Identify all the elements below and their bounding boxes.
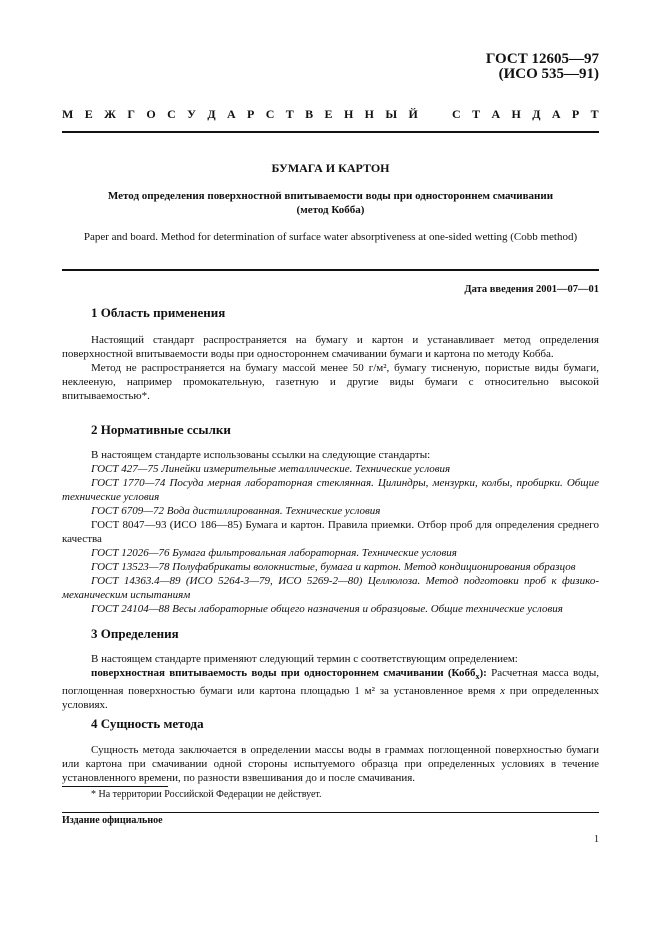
banner-letter: А xyxy=(551,107,561,121)
banner-letter: Т xyxy=(590,107,599,121)
footnote: * На территории Российской Федерации не действует. xyxy=(91,789,322,800)
introduction-date: Дата введения 2001—07—01 xyxy=(464,284,599,295)
section-4-heading: 4 Сущность метода xyxy=(91,716,204,731)
english-title: Paper and board. Method for determination of surface water absorptiveness at one-sided wetting (Cobb method) xyxy=(83,231,578,243)
banner-letter: Р xyxy=(571,107,580,121)
definition-text-1: Расчетная масса воды, поглощенная поверхностью бумаги или картона площадью 1 м² за установленное время xyxy=(62,667,599,698)
reference-item: ГОСТ 8047—93 (ИСО 186—85) Бумага и картон. Правила приемки. Отбор проб для определения среднего качества xyxy=(62,519,599,545)
section-4-paragraph: Сущность метода заключается в определении массы воды в граммах поглощенной поверхностью бумаги или картона при смачивании одной стороны испытуемого образца при определенных условиях в течение установленного времени, по разности взвешивания до и после смачивания. xyxy=(62,744,599,784)
official-edition-rule xyxy=(62,812,599,813)
header-rule xyxy=(62,131,599,133)
banner-letter: Н xyxy=(343,107,354,121)
reference-item: ГОСТ 24104—88 Весы лабораторные общего назначения и образцовые. Общие технические условия xyxy=(91,603,563,615)
banner-letter: Г xyxy=(127,107,135,121)
banner-letter: Д xyxy=(207,107,216,121)
title-rule xyxy=(62,269,599,271)
section-2-heading: 2 Нормативные ссылки xyxy=(91,422,231,437)
banner-letter: Й xyxy=(408,107,418,121)
definition-paragraph xyxy=(62,666,599,712)
reference-item xyxy=(62,574,599,602)
banner-letter: М xyxy=(62,107,74,121)
reference-item: ГОСТ 1770—74 Посуда мерная лабораторная стеклянная. Цилиндры, мензурки, колбы, пробирки. Общие технические условия xyxy=(62,477,599,503)
banner-letter: О xyxy=(146,107,156,121)
section-1-paragraph-2: Метод не распространяется на бумагу массой менее 50 г/м², бумагу тисненую, пористые виды бумаги, неклееную, например промокательную, газетную и другие виды бумаги с относительно высокой впитываемостью*. xyxy=(62,362,599,402)
section-3-body xyxy=(62,652,599,712)
banner-letter: У xyxy=(187,107,196,121)
banner-letter: Ы xyxy=(385,107,398,121)
banner-letter: В xyxy=(305,107,314,121)
term-end: ): xyxy=(479,667,487,679)
term xyxy=(91,667,487,682)
banner-letter: Е xyxy=(324,107,333,121)
banner-letter: Н xyxy=(364,107,374,121)
term-text: поверхностная впитываемость воды при одностороннем смачивании (Кобб xyxy=(91,667,476,679)
term-subscript: x xyxy=(475,672,480,682)
definitions-intro: В настоящем стандарте применяют следующий термин с соответствующим определением: xyxy=(91,653,518,665)
banner-letter: Ж xyxy=(104,107,116,121)
banner-letter: Н xyxy=(511,107,521,121)
banner-letter: Т xyxy=(472,107,481,121)
section-1-heading: 1 Область применения xyxy=(91,305,226,320)
gost-number-line1: ГОСТ 12605—97 xyxy=(485,51,599,67)
subtitle-line2: (метод Кобба) xyxy=(296,204,365,216)
section-2-body xyxy=(62,448,599,616)
footnote-rule xyxy=(62,786,168,787)
section-1-body xyxy=(62,333,599,403)
definition-variable: x xyxy=(500,685,506,698)
banner-letter: А xyxy=(226,107,236,121)
section-3-heading: 3 Определения xyxy=(91,626,179,641)
reference-code: ГОСТ 14363.4—89 (ИСО 5264-3—79, ИСО 5269-2—80) xyxy=(91,575,363,587)
banner-letter: А xyxy=(491,107,501,121)
banner-letter: С xyxy=(265,107,275,121)
references-intro: В настоящем стандарте использованы ссылки на следующие стандарты: xyxy=(91,449,431,461)
reference-item: ГОСТ 13523—78 Полуфабрикаты волокнистые, бумага и картон. Метод кондиционирования образцов xyxy=(91,561,576,573)
banner-letter: С xyxy=(452,107,461,121)
banner-letter: Е xyxy=(84,107,93,121)
definition-text-2: при определенных условиях. xyxy=(62,685,599,712)
subtitle-line1: Метод определения поверхностной впитываемости воды при одностороннем смачивании xyxy=(107,190,554,202)
reference-item: ГОСТ 427—75 Линейки измерительные металлические. Технические условия xyxy=(91,463,451,475)
document-subtitle xyxy=(62,189,599,217)
reference-item: ГОСТ 12026—76 Бумага фильтровальная лабораторная. Технические условия xyxy=(91,547,457,559)
section-4-body xyxy=(62,743,599,785)
section-1-paragraph-1: Настоящий стандарт распространяется на бумагу и картон и устанавливает метод определения поверхностной впитываемости воды при одностороннем смачивании бумаги и картона по методу Кобба. xyxy=(62,334,599,360)
official-edition-label: Издание официальное xyxy=(62,815,163,826)
gost-number xyxy=(486,52,599,82)
interstate-standard-banner xyxy=(62,107,599,122)
reference-item: ГОСТ 6709—72 Вода дистиллированная. Технические условия xyxy=(91,505,381,517)
reference-title: Целлюлоза. Метод подготовки проб к физико-механическим испытаниям xyxy=(62,575,599,601)
banner-letter: Р xyxy=(247,107,255,121)
banner-letter: С xyxy=(167,107,176,121)
banner-letter: Д xyxy=(532,107,541,121)
document-title: БУМАГА И КАРТОН xyxy=(271,161,390,175)
page-number: 1 xyxy=(594,834,599,845)
banner-letter: Т xyxy=(285,107,294,121)
gost-number-line2: (ИСО 535—91) xyxy=(498,66,599,82)
